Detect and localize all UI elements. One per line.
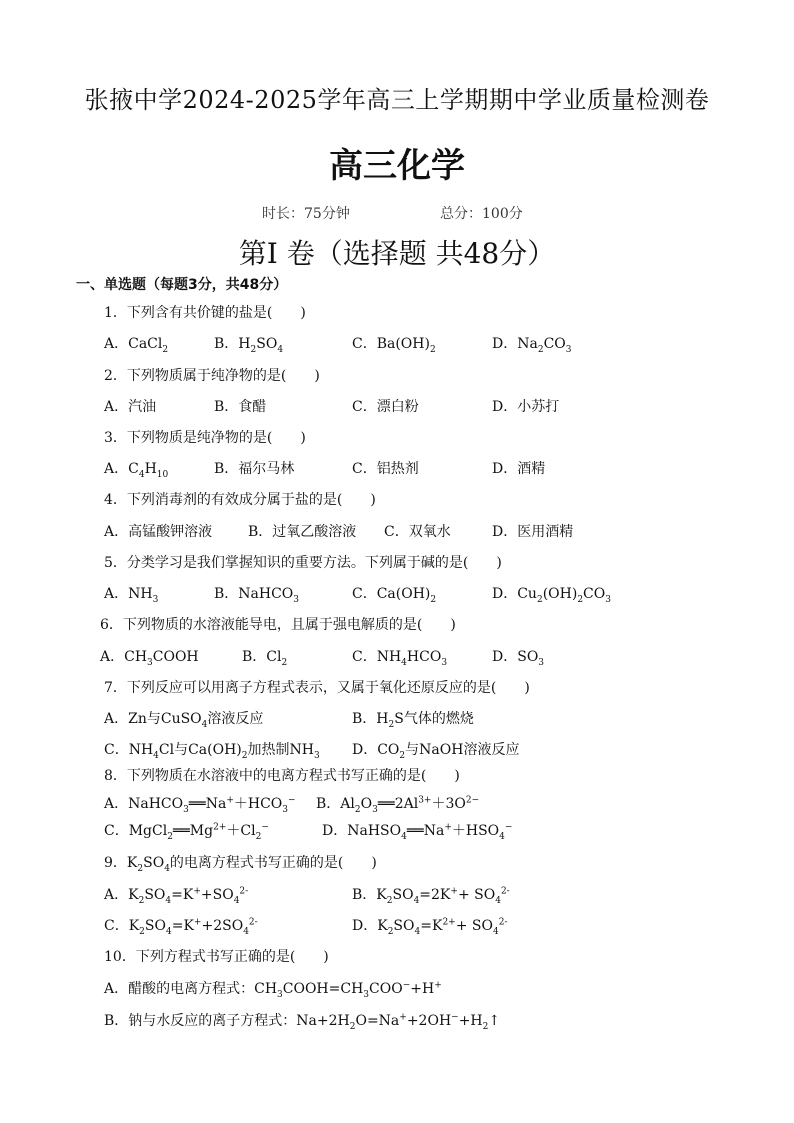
option: B．$H_2S$气体的燃烧: [352, 711, 474, 730]
question-stem: 10．下列方程式书写正确的是( ): [104, 949, 329, 965]
question-stem: 8．下列物质在水溶液中的电离方程式书写正确的是( ): [104, 768, 460, 784]
option: B．$Cl_2$: [242, 649, 288, 668]
option: D．$CO_2$与NaOH溶液反应: [352, 742, 520, 761]
question-stem: 6．下列物质的水溶液能导电，且属于强电解质的是( ): [100, 617, 456, 633]
option: A．$NaHCO_3══Na^++HCO_3^-$: [104, 795, 296, 815]
question-stem: 4．下列消毒剂的有效成分属于盐的是( ): [104, 492, 376, 508]
option: A．醋酸的电离方程式：$CH_3COOH=CH_3COO^-+H^+$: [104, 980, 442, 1000]
option: D．小苏打: [492, 399, 560, 415]
option: A．$C_4H_{10}$: [104, 461, 169, 480]
question-stem: 2．下列物质属于纯净物的是( ): [104, 368, 320, 384]
option: D．$NaHSO_4══Na^++HSO_4^-$: [322, 822, 513, 842]
option: C．双氧水: [384, 524, 451, 540]
section-title: 一、单选题（每题3分，共48分）: [76, 277, 288, 293]
option: B．$H_2SO_4$: [214, 336, 284, 355]
option: D．$SO_3$: [492, 649, 545, 668]
question-stem: 3．下列物质是纯净物的是( ): [104, 430, 306, 446]
option: B．过氧乙酸溶液: [248, 524, 357, 540]
option: B．食醋: [214, 399, 267, 415]
exam-duration: 时长：75分钟: [262, 206, 350, 222]
option: C．$Ba(OH)_2$: [352, 336, 436, 355]
option: C．铝热剂: [352, 461, 419, 477]
option: D．$Cu_2(OH)_2CO_3$: [492, 586, 611, 605]
option: B．福尔马林: [214, 461, 295, 477]
subject-title: 高三化学: [329, 146, 465, 186]
exam-title: 张掖中学2024-2025学年高三上学期期中学业质量检测卷: [84, 86, 710, 114]
part-title: 第I 卷（选择题 共48分）: [238, 237, 556, 270]
option: C．$NH_4Cl$与$Ca(OH)_2$加热制$NH_3$: [104, 742, 320, 761]
option: C．$NH_4HCO_3$: [352, 649, 448, 668]
option: A．$CH_3COOH$: [100, 649, 199, 668]
option: C．$MgCl_2══Mg^{2+}+Cl_2^-$: [104, 822, 269, 842]
option: D．医用酒精: [492, 524, 574, 540]
question-stem: 1．下列含有共价键的盐是( ): [104, 305, 306, 321]
question-stem: 9．$K_2SO_4$的电离方程式书写正确的是( ): [104, 855, 377, 874]
option: D．酒精: [492, 461, 546, 477]
option: B．$K_2SO_4=2K^++ SO_4^{2-}$: [352, 886, 510, 906]
question-stem: 5．分类学习是我们掌握知识的重要方法。下列属于碱的是( ): [104, 555, 502, 571]
option: A．Zn与CuSO$_4$溶液反应: [104, 711, 264, 730]
option: B．NaHCO$_3$: [214, 586, 300, 605]
exam-total-score: 总分：100分: [440, 206, 523, 222]
option: C．$Ca(OH)_2$: [352, 586, 437, 605]
option: B．钠与水反应的离子方程式：$Na+2H_2O=Na^++2OH^-+H_2↑$: [104, 1012, 501, 1032]
option: D．$K_2SO_4=K^{2+}+ SO_4^{2-}$: [352, 917, 508, 937]
option: B．$Al_2O_3══2Al^{3+}+3O^{2-}$: [316, 795, 480, 815]
option: A．$K_2SO_4=K^++SO_4^{2-}$: [104, 886, 249, 906]
option: D．$Na_2CO_3$: [492, 336, 572, 355]
question-stem: 7．下列反应可以用离子方程式表示，又属于氧化还原反应的是( ): [104, 680, 530, 696]
option: C．$K_2SO_4=K^++2SO_4^{2-}$: [104, 917, 258, 937]
option: A．CaCl$_2$: [104, 336, 169, 355]
option: A．$NH_3$: [104, 586, 159, 605]
option: A．高锰酸钾溶液: [104, 524, 213, 540]
option: A．汽油: [104, 399, 157, 415]
option: C．漂白粉: [352, 399, 419, 415]
